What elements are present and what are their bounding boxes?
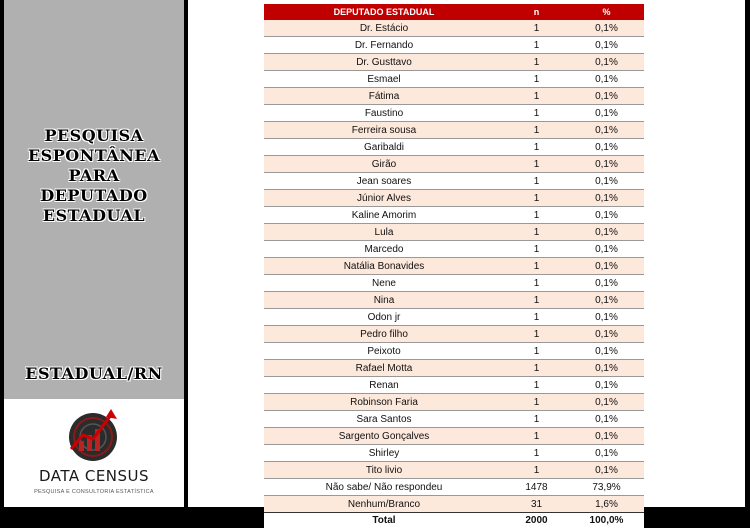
cell-n: 1	[504, 54, 569, 71]
table-row	[264, 394, 644, 411]
cell-n: 1	[504, 139, 569, 156]
table-row	[264, 71, 644, 88]
cell-n: 1	[504, 326, 569, 343]
cell-n: 1	[504, 411, 569, 428]
cell-name: Dr. Gusttavo	[264, 54, 504, 71]
cell-percent: 0,1%	[569, 54, 644, 71]
total-n: 2000	[504, 513, 569, 528]
cell-name: Jean soares	[264, 173, 504, 190]
cell-percent: 0,1%	[569, 241, 644, 258]
cell-name: Natália Bonavides	[264, 258, 504, 275]
table-row	[264, 411, 644, 428]
table-row	[264, 173, 644, 190]
table-row	[264, 122, 644, 139]
cell-name: Odon jr	[264, 309, 504, 326]
cell-percent: 0,1%	[569, 428, 644, 445]
cell-n: 1	[504, 190, 569, 207]
table-row	[264, 360, 644, 377]
cell-n: 1	[504, 71, 569, 88]
cell-n: 1	[504, 88, 569, 105]
cell-n: 1	[504, 258, 569, 275]
cell-n: 1478	[504, 479, 569, 496]
cell-percent: 0,1%	[569, 462, 644, 479]
total-percent: 100,0%	[569, 513, 644, 528]
cell-percent: 0,1%	[569, 411, 644, 428]
cell-percent: 0,1%	[569, 71, 644, 88]
cell-percent: 0,1%	[569, 445, 644, 462]
header-n: n	[504, 4, 569, 20]
table-row	[264, 190, 644, 207]
table-row	[264, 326, 644, 343]
sidebar-subtitle: ESTADUAL/RN	[4, 364, 184, 383]
cell-name: Rafael Motta	[264, 360, 504, 377]
cell-n: 1	[504, 445, 569, 462]
table-row	[264, 479, 644, 496]
table-row	[264, 258, 644, 275]
cell-percent: 0,1%	[569, 20, 644, 37]
cell-name: Garibaldi	[264, 139, 504, 156]
cell-name: Nina	[264, 292, 504, 309]
cell-name: Ferreira sousa	[264, 122, 504, 139]
cell-percent: 0,1%	[569, 309, 644, 326]
results-table	[264, 4, 644, 528]
cell-percent: 0,1%	[569, 173, 644, 190]
cell-percent: 0,1%	[569, 139, 644, 156]
cell-percent: 0,1%	[569, 275, 644, 292]
data-census-logo-icon	[65, 405, 127, 463]
cell-name: Júnior Alves	[264, 190, 504, 207]
cell-percent: 0,1%	[569, 156, 644, 173]
cell-percent: 0,1%	[569, 377, 644, 394]
table-row	[264, 224, 644, 241]
cell-name: Esmael	[264, 71, 504, 88]
cell-name: Faustino	[264, 105, 504, 122]
header-name: DEPUTADO ESTADUAL	[264, 4, 504, 20]
cell-n: 1	[504, 343, 569, 360]
cell-percent: 0,1%	[569, 292, 644, 309]
logo	[4, 399, 184, 507]
cell-name: Lula	[264, 224, 504, 241]
cell-percent: 0,1%	[569, 37, 644, 54]
cell-percent: 0,1%	[569, 190, 644, 207]
cell-percent: 0,1%	[569, 258, 644, 275]
cell-n: 1	[504, 105, 569, 122]
cell-n: 1	[504, 462, 569, 479]
cell-percent: 0,1%	[569, 326, 644, 343]
logo-tagline: PESQUISA E CONSULTORIA ESTATÍSTICA	[4, 489, 184, 495]
cell-name: Marcedo	[264, 241, 504, 258]
table-row	[264, 207, 644, 224]
table-row	[264, 309, 644, 326]
cell-percent: 0,1%	[569, 343, 644, 360]
table-row	[264, 496, 644, 513]
cell-n: 1	[504, 377, 569, 394]
total-row	[264, 513, 644, 528]
table-row	[264, 241, 644, 258]
cell-percent: 0,1%	[569, 105, 644, 122]
cell-n: 1	[504, 309, 569, 326]
cell-n: 1	[504, 292, 569, 309]
cell-percent: 0,1%	[569, 360, 644, 377]
cell-n: 1	[504, 428, 569, 445]
logo-name: DATA CENSUS	[4, 467, 184, 485]
cell-percent: 0,1%	[569, 122, 644, 139]
cell-percent: 0,1%	[569, 207, 644, 224]
cell-name: Pedro filho	[264, 326, 504, 343]
table-row	[264, 292, 644, 309]
cell-name: Dr. Estácio	[264, 20, 504, 37]
table-row	[264, 20, 644, 37]
cell-n: 1	[504, 207, 569, 224]
cell-name: Sargento Gonçalves	[264, 428, 504, 445]
cell-percent: 0,1%	[569, 88, 644, 105]
cell-n: 1	[504, 241, 569, 258]
total-label: Total	[264, 513, 504, 528]
sidebar	[4, 0, 184, 507]
header-percent: %	[569, 4, 644, 20]
table-row	[264, 37, 644, 54]
cell-n: 1	[504, 173, 569, 190]
cell-percent: 73,9%	[569, 479, 644, 496]
cell-n: 1	[504, 275, 569, 292]
cell-name: Peixoto	[264, 343, 504, 360]
table-row	[264, 445, 644, 462]
table-row	[264, 139, 644, 156]
cell-name: Nene	[264, 275, 504, 292]
cell-n: 1	[504, 156, 569, 173]
cell-n: 1	[504, 122, 569, 139]
cell-name: Girão	[264, 156, 504, 173]
cell-name: Robinson Faria	[264, 394, 504, 411]
table-header	[264, 4, 644, 20]
cell-n: 1	[504, 37, 569, 54]
table-row	[264, 462, 644, 479]
cell-percent: 0,1%	[569, 394, 644, 411]
cell-name: Renan	[264, 377, 504, 394]
table-row	[264, 156, 644, 173]
table-row	[264, 88, 644, 105]
cell-n: 1	[504, 360, 569, 377]
cell-name: Tito livio	[264, 462, 504, 479]
cell-name: Shirley	[264, 445, 504, 462]
cell-name: Não sabe/ Não respondeu	[264, 479, 504, 496]
table-row	[264, 275, 644, 292]
table-row	[264, 343, 644, 360]
cell-name: Nenhum/Branco	[264, 496, 504, 513]
table-row	[264, 428, 644, 445]
table-row	[264, 105, 644, 122]
cell-name: Dr. Fernando	[264, 37, 504, 54]
table-row	[264, 54, 644, 71]
cell-n: 1	[504, 20, 569, 37]
cell-n: 31	[504, 496, 569, 513]
cell-n: 1	[504, 224, 569, 241]
cell-name: Kaline Amorim	[264, 207, 504, 224]
report-page	[188, 0, 745, 507]
cell-percent: 0,1%	[569, 224, 644, 241]
cell-name: Fátima	[264, 88, 504, 105]
cell-name: Sara Santos	[264, 411, 504, 428]
sidebar-title: PESQUISA ESPONTÂNEA PARA DEPUTADO ESTADUAL	[4, 126, 184, 226]
table-row	[264, 377, 644, 394]
cell-percent: 1,6%	[569, 496, 644, 513]
cell-n: 1	[504, 394, 569, 411]
